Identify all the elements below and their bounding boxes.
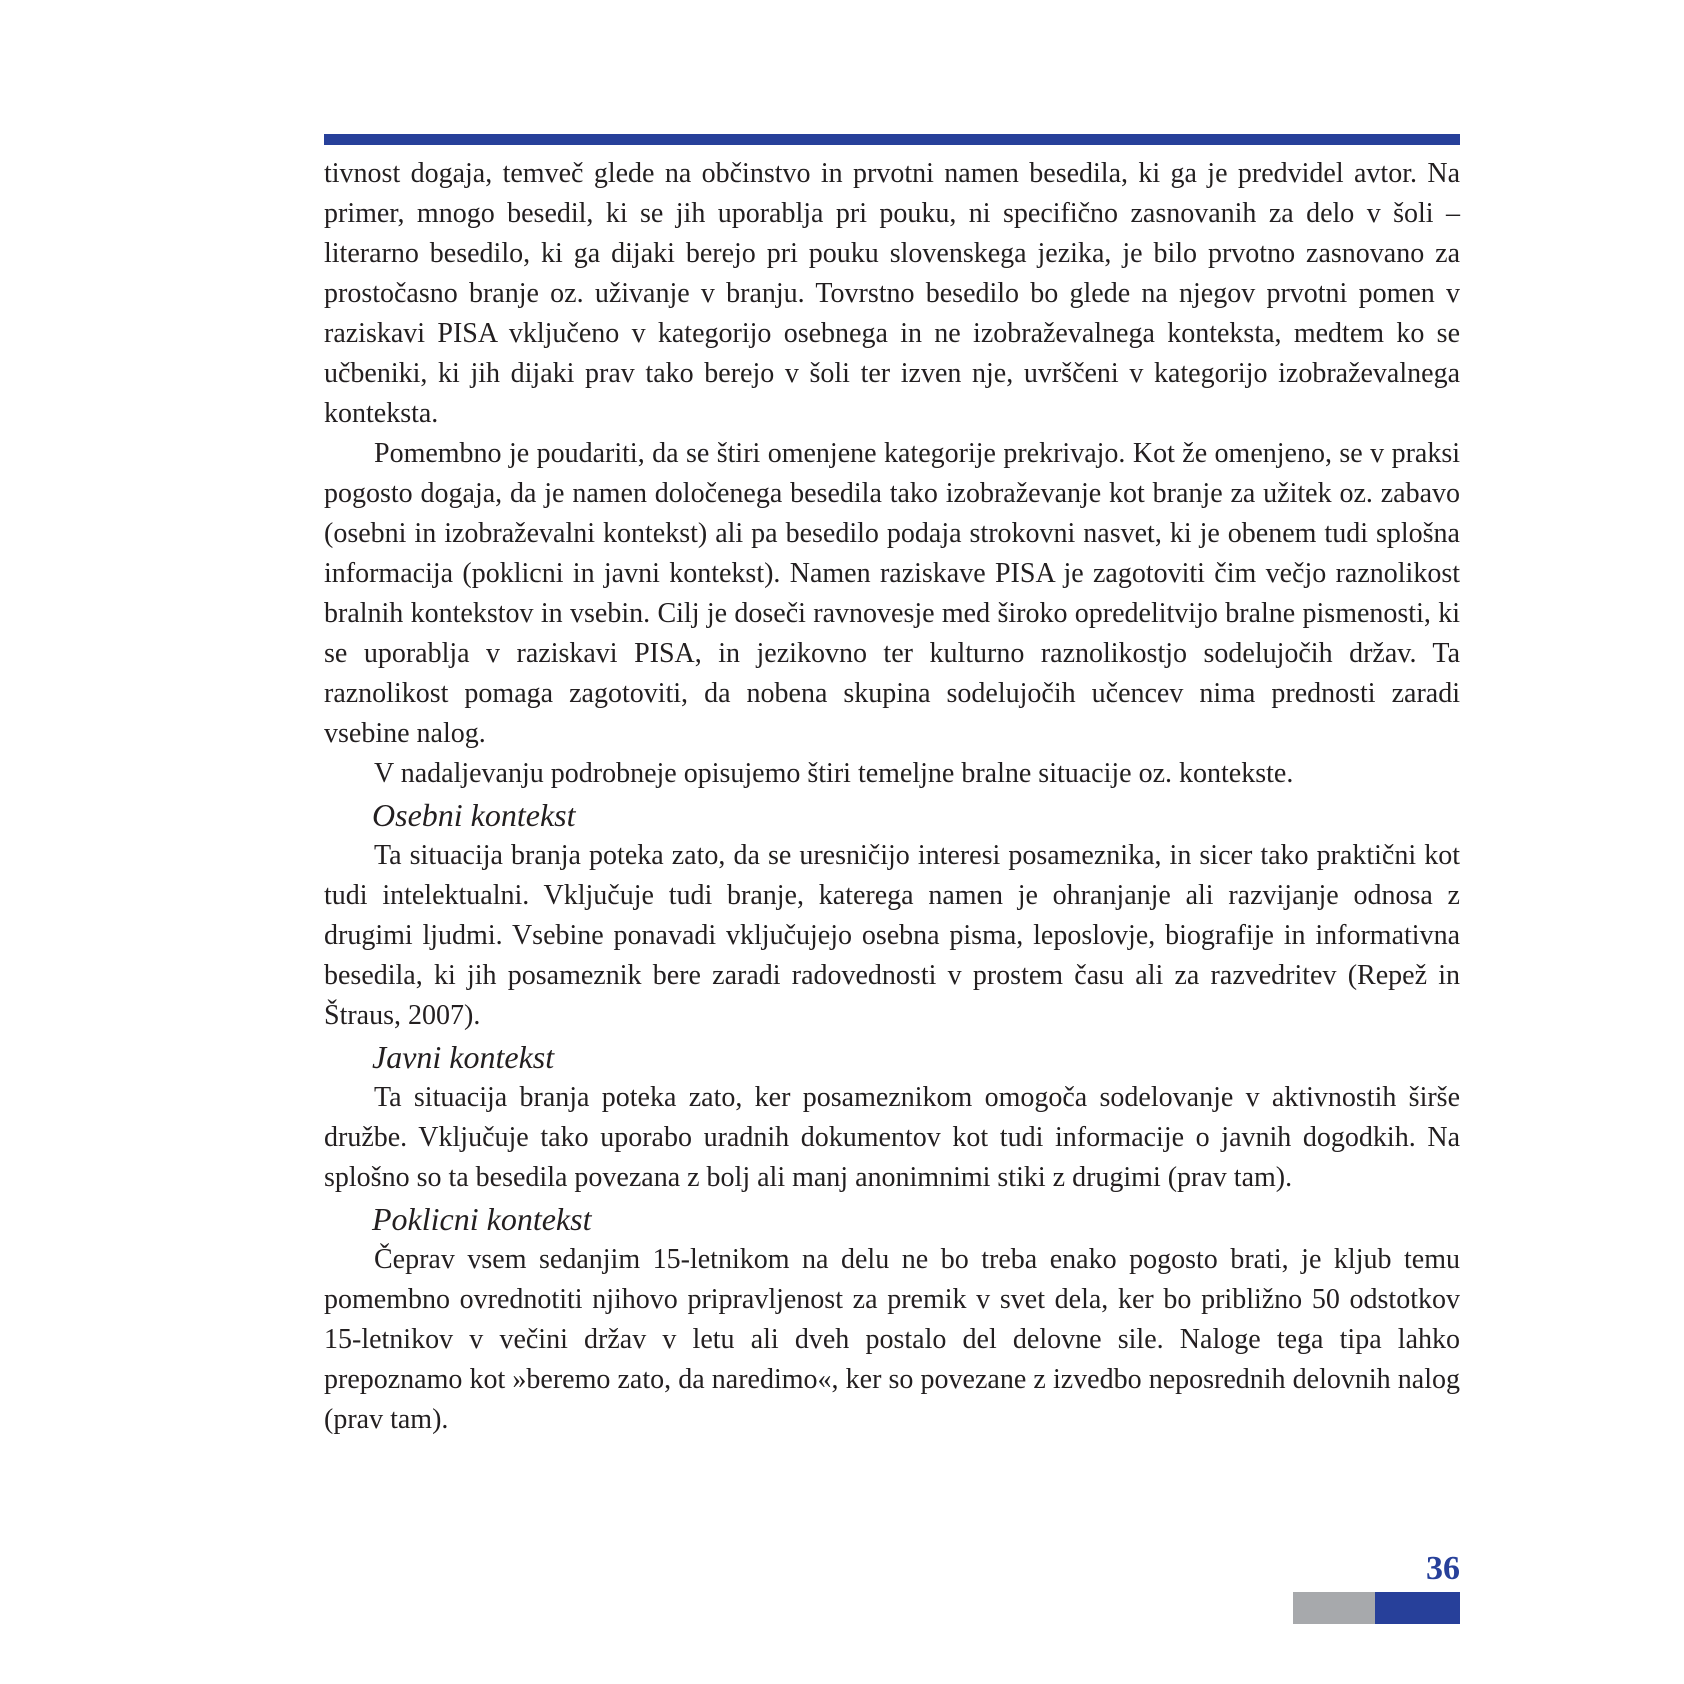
paragraph-continuation: tivnost dogaja, temveč glede na občinstvo in prvotni namen besedila, ki ga je predvidel avtor. Na primer, mnogo besedil, ki se jih uporablja pri pouku, ni specifično zasnovanih za delo v šoli – literarno besedilo, ki ga dijaki berejo pri pouku slovenskega jezika, je bilo prvotno zasnovano za prostočasno branje oz. uživanje v branju. Tovrstno besedilo bo glede na njegov prvotni pomen v raziskavi PISA vključeno v kategorijo osebnega in ne izobraževalnega konteksta, medtem ko se učbeniki, ki jih dijaki prav tako berejo v šoli ter izven nje, uvrščeni v kategorijo izobraževalnega konteksta.	[324, 158, 1460, 429]
page-number: 36	[1426, 1550, 1460, 1587]
footer-bar-gray	[1293, 1592, 1375, 1624]
section-heading-osebni: Osebni kontekst	[372, 797, 576, 833]
section-body-osebni: Ta situacija branja poteka zato, da se uresničijo interesi posameznika, in sicer tako praktični kot tudi intelektualni. Vključuje tudi branje, katerega namen je ohranjanje ali razvijanje odnosa z drugimi ljudmi. Vsebine ponavadi vključujejo osebna pisma, leposlovje, biografije in informativna besedila, ki jih posameznik bere zaradi radovednosti v prostem času ali za razvedritev (Repež in Štraus, 2007).	[324, 840, 1460, 1031]
section-heading-javni: Javni kontekst	[372, 1039, 555, 1075]
footer-bar-blue	[1375, 1592, 1460, 1624]
header-rule	[324, 134, 1460, 145]
section-body-poklicni: Čeprav vsem sedanjim 15-letnikom na delu ne bo treba enako pogosto brati, je kljub temu pomembno ovrednotiti njihovo pripravljenost za premik v svet dela, ker bo približno 50 odstotkov 15-letnikov v večini držav v letu ali dveh postalo del delovne sile. Naloge tega tipa lahko prepoznamo kot »beremo zato, da naredimo«, ker so povezane z izvedbo neposrednih delovnih nalog (prav tam).	[324, 1244, 1460, 1435]
paragraph-overlap: Pomembno je poudariti, da se štiri omenjene kategorije prekrivajo. Kot že omenjeno, se v praksi pogosto dogaja, da je namen določenega besedila tako izobraževanje kot branje za užitek oz. zabavo (osebni in izobraževalni kontekst) ali pa besedilo podaja strokovni nasvet, ki je obenem tudi splošna informacija (poklicni in javni kontekst). Namen raziskave PISA je zagotoviti čim večjo raznolikost bralnih kontekstov in vsebin. Cilj je doseči ravnovesje med široko opredelitvijo bralne pismenosti, ki se uporablja v raziskavi PISA, in jezikovno ter kulturno raznolikostjo sodelujočih držav. Ta raznolikost pomaga zagotoviti, da nobena skupina sodelujočih učencev nima prednosti zaradi vsebine nalog.	[324, 438, 1460, 749]
paragraph-transition: V nadaljevanju podrobneje opisujemo štiri temeljne bralne situacije oz. kontekste.	[374, 758, 1294, 789]
section-heading-poklicni: Poklicni kontekst	[372, 1201, 592, 1237]
section-body-javni: Ta situacija branja poteka zato, ker posameznikom omogoča sodelovanje v aktivnostih širše družbe. Vključuje tako uporabo uradnih dokumentov kot tudi informacije o javnih dogodkih. Na splošno so ta besedila povezana z bolj ali manj anonimnimi stiki z drugimi (prav tam).	[324, 1082, 1460, 1193]
body-text	[324, 154, 1460, 1440]
